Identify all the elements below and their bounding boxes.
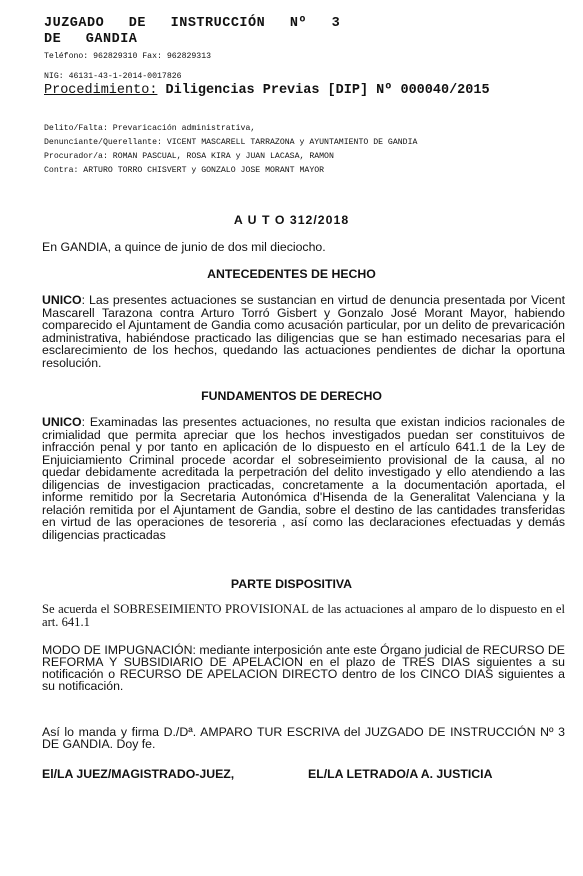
place-date: En GANDIA, a quince de junio de dos mil dieciocho. (42, 240, 326, 254)
court-phone: Teléfono: 962829310 Fax: 962829313 (44, 52, 212, 61)
antecedentes-heading: ANTECEDENTES DE HECHO (207, 267, 376, 281)
signature-judge: El/LA JUEZ/MAGISTRADO-JUEZ, (42, 767, 235, 781)
nig-number: NIG: 46131-43-1-2014-0017826 (44, 72, 182, 81)
crime-line: Delito/Falta: Prevaricación administrativa, (44, 124, 256, 133)
procedure-label: Procedimiento: (44, 83, 158, 98)
against-line: Contra: ARTURO TORRO CHISVERT y GONZALO JOSE MORANT MAYOR (44, 166, 325, 175)
procedure-value: Diligencias Previas [DIP] Nº 000040/2015 (165, 83, 490, 98)
parte-paragraph: Se acuerda el SOBRESEIMIENTO PROVISIONAL de las actuaciones al amparo de lo dispuesto en el art. 641.1 (42, 602, 565, 629)
parte-heading: PARTE DISPOSITIVA (230, 577, 353, 591)
signature-clerk: EL/LA LETRADO/A A. JUSTICIA (308, 767, 493, 781)
fundamentos-heading: FUNDAMENTOS DE DERECHO (201, 389, 382, 403)
court-name: JUZGADO DE INSTRUCCIÓN Nº 3 DE GANDIA (44, 16, 341, 47)
antecedentes-text: : Las presentes actuaciones se sustancian en virtud de denuncia presentada por Vicent Mascarell Tarazona contra Arturo Torró Gisbert y Gonzalo José Morant Mayor, habiendo comparecido el Ajuntament de Gandia como acusación particular, por un delito de prevaricación administrativa, habiéndose practicado las diligencias que se han estimado necesarias para el esclarecimiento de los hechos, quedando las actuaciones pendientes de dichar la oportuna resolución. (42, 293, 565, 370)
complainant-line: Denunciante/Querellante: VICENT MASCARELL TARRAZONA y AYUNTAMIENTO DE GANDIA (44, 138, 418, 147)
closing-paragraph: Así lo manda y firma D./Dª. AMPARO TUR ESCRIVA del JUZGADO DE INSTRUCCIÓN Nº 3 DE GANDIA. Doy fe. (42, 725, 565, 751)
antecedentes-paragraph (42, 294, 565, 369)
antecedentes-lead: UNICO (42, 293, 82, 307)
fundamentos-lead: UNICO (42, 415, 82, 429)
fundamentos-text: : Examinadas las presentes actuaciones, no resulta que existan indicios racionales de crimialidad que permita apreciar que los hechos investigados puedan ser constituivos de infracción penal y por tanto en aplicación de lo dispuesto en el artículo 641.1 de la Ley de Enjuiciamiento Criminal procede acordar el sobreseimiento provisional de la causa, al no quedar debidamente acreditada la perpetración del delito investigado y ello atendiendo a las diligencias de investigacion practicadas, concretamente a la documentación aportada, el informe remitido por la Secretaria Autonómica d'Hisenda de la Generalitat Valenciana y la relación remitida por el Ajuntament de Gandia, sobre el destino de las cantidades transferidas en virtud de las operaciones de tesoreria , así como las declaraciones efectuadas y demás diligencias practicadas (42, 415, 565, 542)
fundamentos-paragraph (42, 416, 565, 541)
impugnacion-paragraph: MODO DE IMPUGNACIÓN: mediante interposición ante este Órgano judicial de RECURSO DE REFORMA Y SUBSIDIARIO DE APELACION en el plazo de TRES DIAS siguientes a su notificación o RECURSO DE APELACION DIRECTO dentro de los CINCO DIAS siguientes a su notificación. (42, 643, 565, 693)
auto-title: A U T O 312/2018 (233, 213, 350, 227)
procedure-line (44, 83, 514, 99)
attorney-line: Procurador/a: ROMAN PASCUAL, ROSA KIRA y JUAN LACASA, RAMON (44, 152, 334, 161)
